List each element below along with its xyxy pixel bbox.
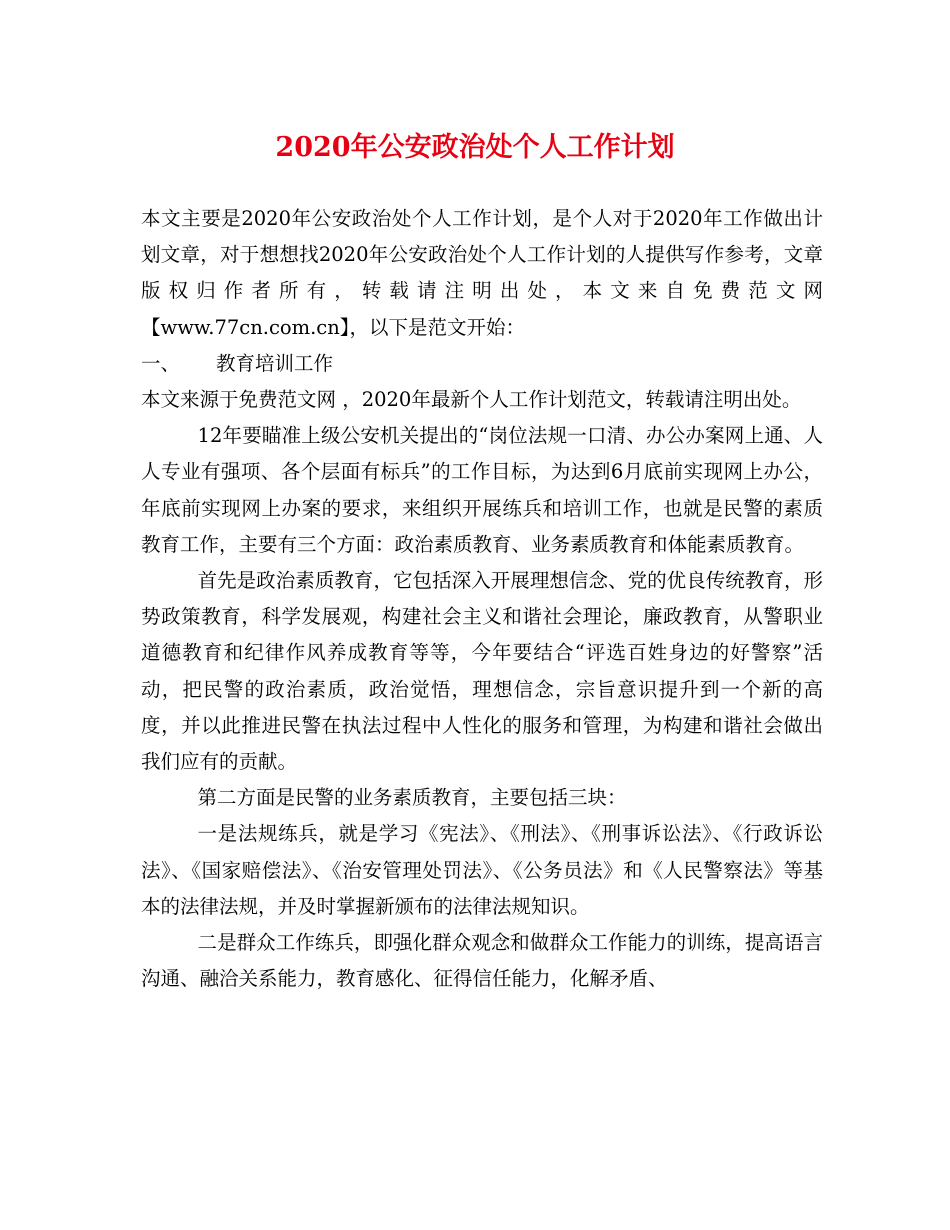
- section-heading: [141, 346, 823, 382]
- source-note: 本文来源于免费范文网 ，2020年最新个人工作计划范文，转载请注明出处。: [141, 388, 802, 412]
- body-paragraph-5: 二是群众工作练兵，即强化群众观念和做群众工作能力的训练，提高语言沟通、融洽关系能力，教育感化、征得信任能力，化解矛盾、: [141, 931, 823, 991]
- section-heading-text: 教育培训工作: [216, 351, 334, 375]
- document-body: [141, 201, 823, 997]
- section-heading-number: 一、: [141, 351, 181, 375]
- document-title: 2020年公安政治处个人工作计划: [275, 132, 675, 163]
- body-paragraph-2: 首先是政治素质教育，它包括深入开展理想信念、党的优良传统教育，形势政策教育，科学发展观，构建社会主义和谐社会理论，廉政教育，从警职业道德教育和纪律作风养成教育等等，今年要结合“评选百姓身边的好警察”活动，把民警的政治素质，政治觉悟，理想信念，宗旨意识提升到一个新的高度，并以此推进民警在执法过程中人性化的服务和管理，为构建和谐社会做出我们应有的贡献。: [141, 569, 823, 774]
- body-paragraph-4: 一是法规练兵，就是学习《宪法》、《刑法》、《刑事诉讼法》、《行政诉讼法》、《国家赔偿法》、《治安管理处罚法》、《公务员法》和《人民警察法》等基本的法律法规，并及时掌握新颁布的法律法规知识。: [141, 822, 823, 918]
- intro-paragraph: 本文主要是2020年公安政治处个人工作计划，是个人对于2020年工作做出计划文章，对于想想找2020年公安政治处个人工作计划的人提供写作参考，文章版权归作者所有，转载请注明出处，本文来自免费范文网【www.77cn.com.cn】，以下是范文开始：: [141, 207, 823, 339]
- body-paragraph-1: 12年要瞄准上级公安机关提出的“岗位法规一口清、办公办案网上通、人人专业有强项、各个层面有标兵”的工作目标，为达到6月底前实现网上办公，年底前实现网上办案的要求，来组织开展练兵和培训工作，也就是民警的素质教育工作，主要有三个方面：政治素质教育、业务素质教育和体能素质教育。: [141, 424, 823, 556]
- body-paragraph-3: 第二方面是民警的业务素质教育，主要包括三块：: [197, 786, 627, 810]
